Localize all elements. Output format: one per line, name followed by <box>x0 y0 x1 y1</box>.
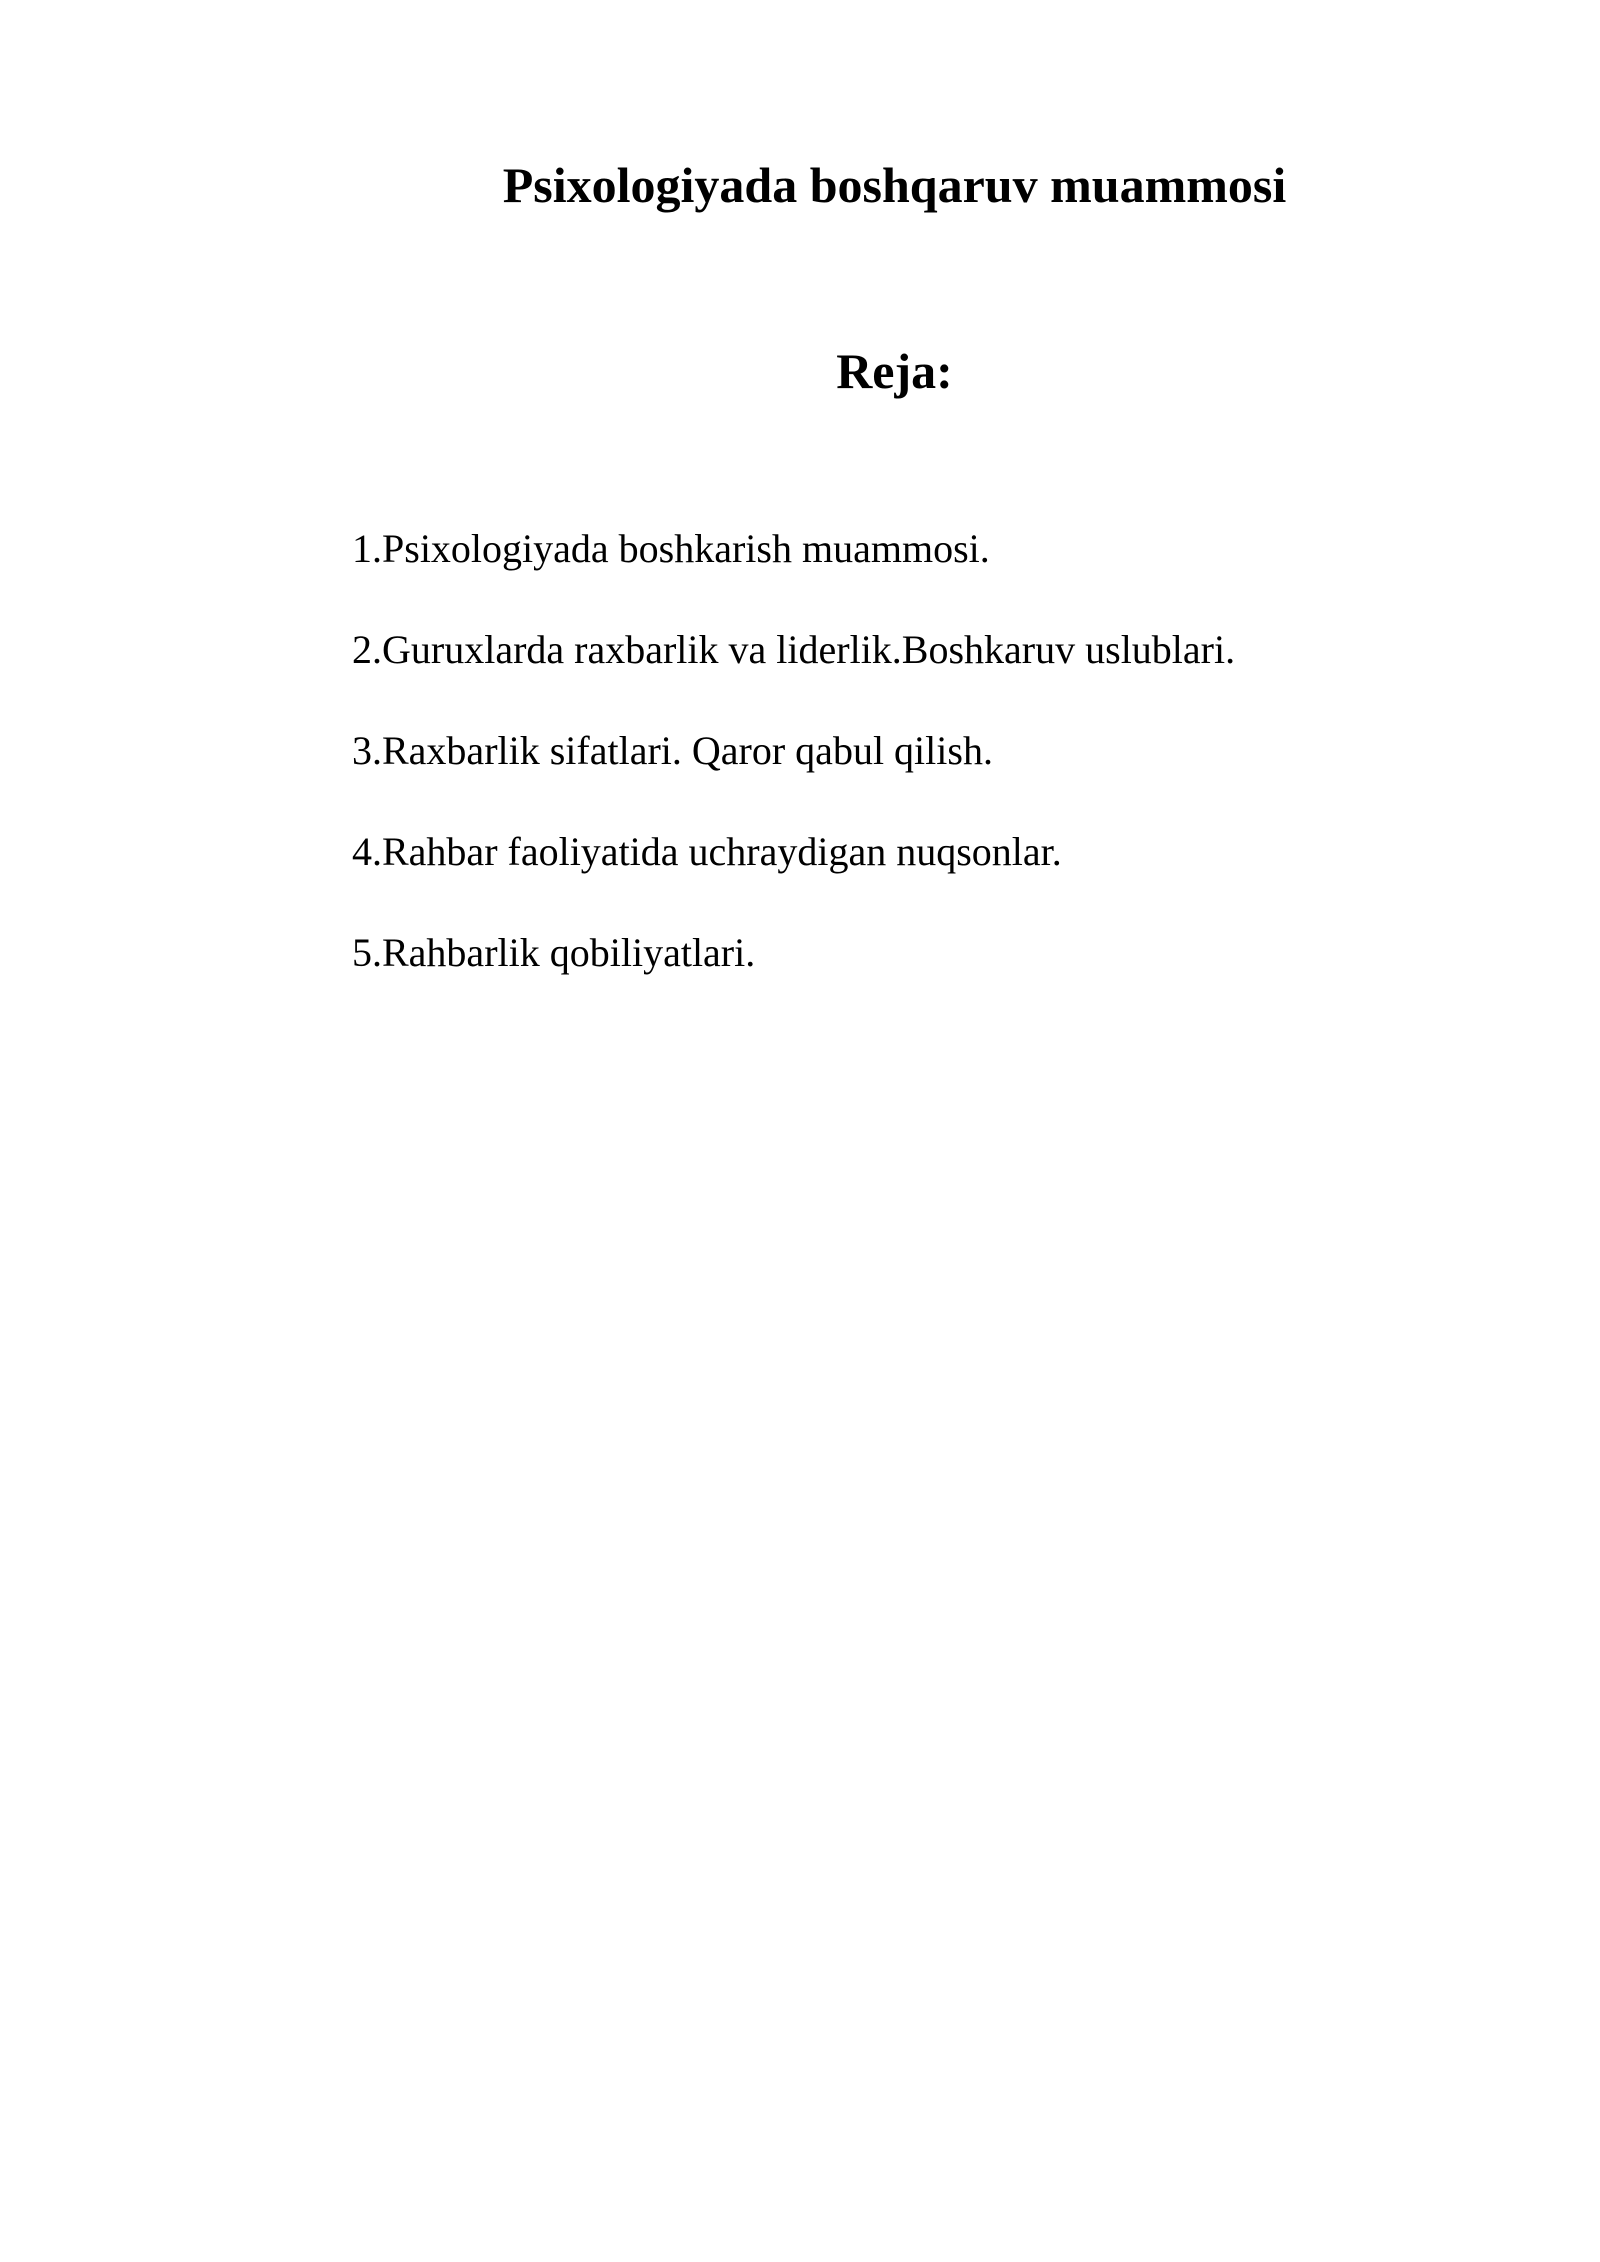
plan-item: 5.Rahbarlik qobiliyatlari. <box>352 930 756 975</box>
plan-item: 3.Raxbarlik sifatlari. Qaror qabul qilish. <box>352 728 993 773</box>
plan-list <box>352 522 1452 1027</box>
plan-item: 4.Rahbar faoliyatida uchraydigan nuqsonlar. <box>352 829 1062 874</box>
plan-item: 2.Guruxlarda raxbarlik va liderlik.Boshkaruv uslublari. <box>352 627 1236 672</box>
plan-item: 1.Psixologiyada boshkarish muammosi. <box>352 526 990 571</box>
plan-heading: Reja: <box>836 343 953 399</box>
document-title: Psixologiyada boshqaruv muammosi <box>502 157 1287 213</box>
